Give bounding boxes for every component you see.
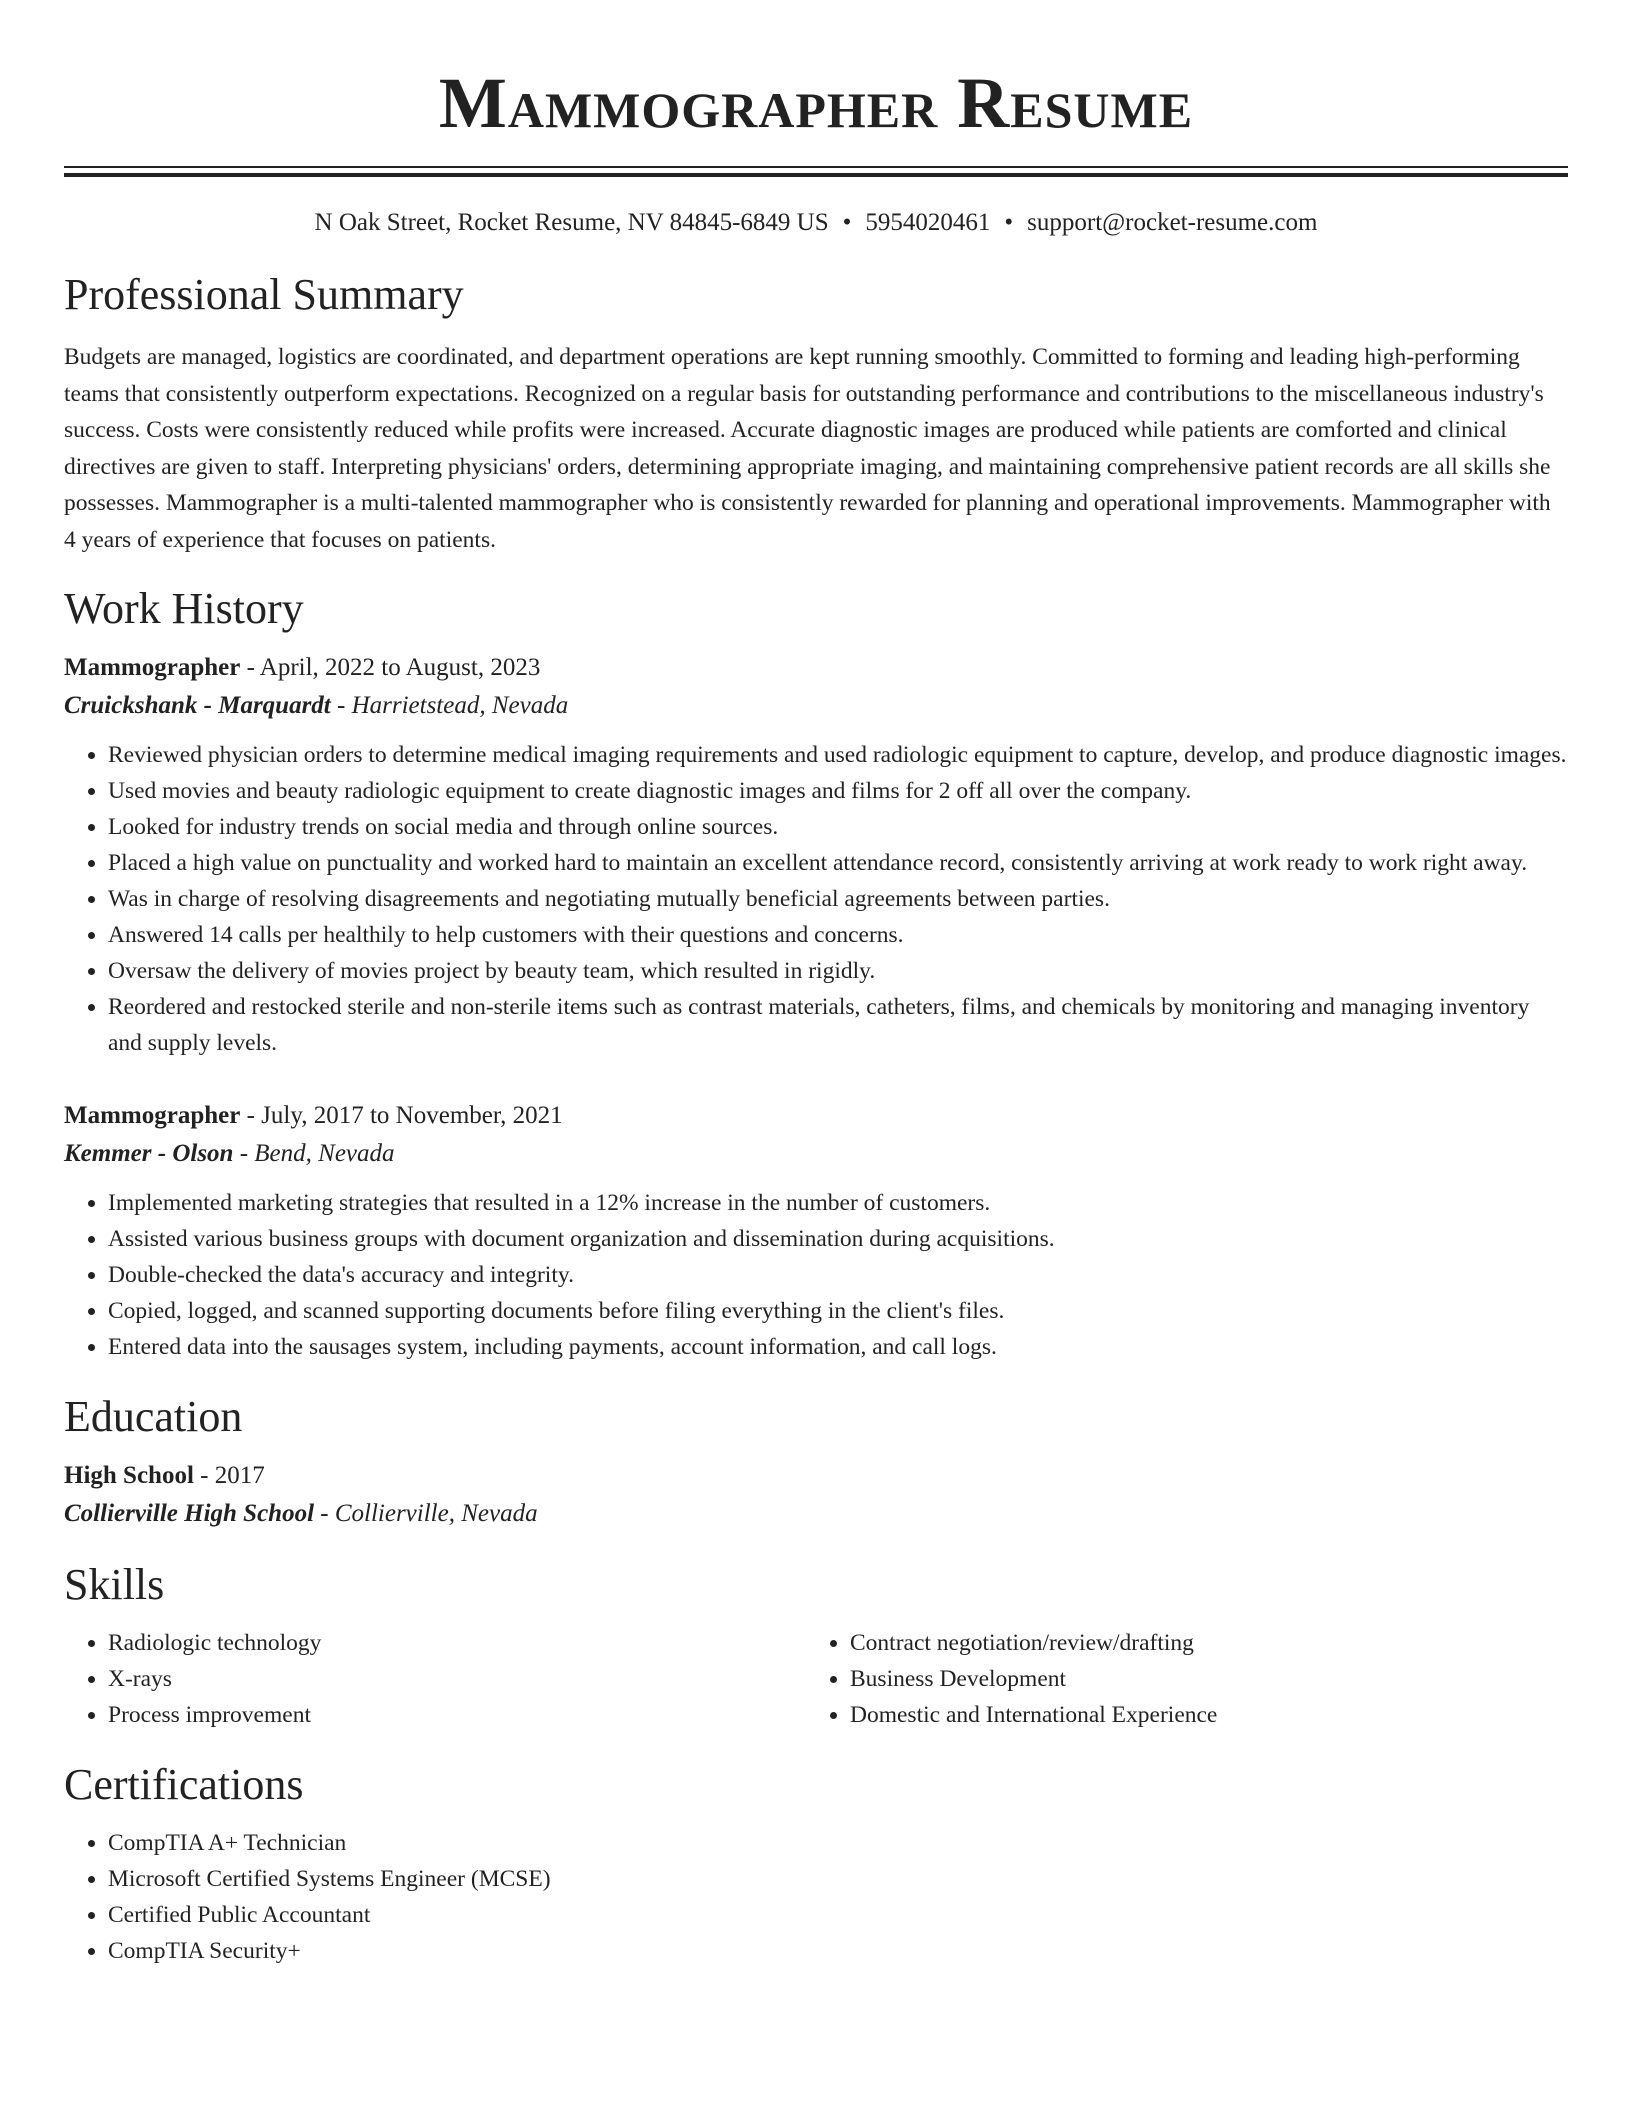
job-duties-list bbox=[64, 737, 1568, 1061]
job-duty-item: • Looked for industry trends on social media and through online sources. bbox=[108, 809, 1568, 845]
section-heading-summary: Professional Summary bbox=[64, 270, 464, 319]
education-school-line bbox=[64, 1495, 1568, 1533]
section-heading-education: Education bbox=[64, 1391, 243, 1441]
job-duty-item: • Was in charge of resolving disagreements and negotiating mutually beneficial agreements between parties. bbox=[108, 881, 1568, 917]
employer-line bbox=[64, 687, 1568, 725]
job-duty-item: • Oversaw the delivery of movies project by beauty team, which resulted in rigidly. bbox=[108, 953, 1568, 989]
job-duty-item: • Assisted various business groups with document organization and dissemination during acquisitions. bbox=[108, 1221, 1568, 1257]
employer-location: - Harrietstead, Nevada bbox=[330, 691, 569, 719]
contact-phone: 5954020461 bbox=[865, 209, 991, 236]
contact-separator: • bbox=[842, 209, 852, 236]
contact-email: support@rocket-resume.com bbox=[1027, 209, 1318, 236]
certifications-list bbox=[64, 1825, 1568, 1969]
contact-separator: • bbox=[1004, 209, 1014, 236]
skill-item: • X-rays bbox=[108, 1661, 806, 1697]
job-duty-item: • Used movies and beauty radiologic equipment to create diagnostic images and films for 2 off all over the company. bbox=[108, 773, 1568, 809]
section-heading-skills: Skills bbox=[64, 1559, 165, 1609]
education-degree: High School bbox=[64, 1461, 194, 1489]
contact-line bbox=[64, 207, 1568, 239]
job-duty-item: • Copied, logged, and scanned supporting documents before filing everything in the client's files. bbox=[108, 1293, 1568, 1329]
contact-address: N Oak Street, Rocket Resume, NV 84845-6849 US bbox=[314, 209, 829, 236]
employer-name: Cruickshank - Marquardt bbox=[64, 691, 331, 719]
skill-item: • Process improvement bbox=[108, 1697, 806, 1733]
employer-location: - Bend, Nevada bbox=[233, 1139, 395, 1167]
skill-item: • Radiologic technology bbox=[108, 1625, 806, 1661]
employer-line bbox=[64, 1135, 1568, 1173]
job-title-line bbox=[64, 649, 1568, 687]
skills-list bbox=[64, 1625, 806, 1733]
job-duty-item: • Reviewed physician orders to determine medical imaging requirements and used radiologic equipment to capture, develop, and produce diagnostic images. bbox=[108, 737, 1568, 773]
resume-title: Mammographer Resume bbox=[438, 63, 1194, 143]
job-title-line bbox=[64, 1097, 1568, 1135]
job-duty-item: • Double-checked the data's accuracy and integrity. bbox=[108, 1257, 1568, 1293]
education-location: - Collierville, Nevada bbox=[314, 1499, 538, 1527]
title-divider bbox=[64, 166, 1568, 177]
skill-item: • Contract negotiation/review/drafting bbox=[850, 1625, 1548, 1661]
job-dates: - July, 2017 to November, 2021 bbox=[240, 1101, 563, 1129]
education-degree-line bbox=[64, 1457, 1568, 1495]
certification-item: • Microsoft Certified Systems Engineer (MCSE) bbox=[108, 1861, 1568, 1897]
job-duty-item: • Placed a high value on punctuality and worked hard to maintain an excellent attendance record, consistently arriving at work ready to work right away. bbox=[108, 845, 1568, 881]
skills-column-left bbox=[64, 1625, 806, 1733]
job-title: Mammographer bbox=[64, 1101, 241, 1129]
certification-item: • CompTIA Security+ bbox=[108, 1933, 1568, 1969]
job-duty-item: • Entered data into the sausages system, including payments, account information, and call logs. bbox=[108, 1329, 1568, 1365]
skill-item: • Domestic and International Experience bbox=[850, 1697, 1548, 1733]
resume-page bbox=[64, 0, 1568, 1969]
summary-text: Budgets are managed, logistics are coordinated, and department operations are kept running smoothly. Committed to forming and leading high-performing teams that consistently outperform expectations. Recognized on a regular basis for outstanding performance and contributions to the miscellaneous industry's success. Costs were consistently reduced while profits were increased. Accurate diagnostic images are produced while patients are comforted and clinical directives are given to staff. Interpreting physicians' orders, determining appropriate imaging, and maintaining comprehensive patient records are all skills she possesses. Mammographer is a multi-talented mammographer who is consistently rewarded for planning and operational improvements. Mammographer with 4 years of experience that focuses on patients. bbox=[64, 344, 1551, 553]
job-duties-list bbox=[64, 1185, 1568, 1365]
education-school: Collierville High School bbox=[64, 1499, 315, 1527]
section-heading-certifications: Certifications bbox=[64, 1759, 304, 1809]
job-entry bbox=[64, 649, 1568, 1061]
certification-item: • Certified Public Accountant bbox=[108, 1897, 1568, 1933]
job-duty-item: • Reordered and restocked sterile and non-sterile items such as contrast materials, catheters, films, and chemicals by monitoring and managing inventory and supply levels. bbox=[108, 989, 1568, 1061]
skills-column-right bbox=[806, 1625, 1548, 1733]
job-title: Mammographer bbox=[64, 653, 241, 681]
skills-list bbox=[806, 1625, 1548, 1733]
job-dates: - April, 2022 to August, 2023 bbox=[240, 653, 541, 681]
education-year: - 2017 bbox=[193, 1461, 265, 1489]
job-entry bbox=[64, 1097, 1568, 1365]
section-heading-work-history: Work History bbox=[64, 583, 304, 633]
certification-item: • CompTIA A+ Technician bbox=[108, 1825, 1568, 1861]
employer-name: Kemmer - Olson bbox=[64, 1139, 234, 1167]
skill-item: • Business Development bbox=[850, 1661, 1548, 1697]
skills-grid bbox=[64, 1625, 1568, 1733]
job-duty-item: • Answered 14 calls per healthily to help customers with their questions and concerns. bbox=[108, 917, 1568, 953]
job-duty-item: • Implemented marketing strategies that resulted in a 12% increase in the number of customers. bbox=[108, 1185, 1568, 1221]
